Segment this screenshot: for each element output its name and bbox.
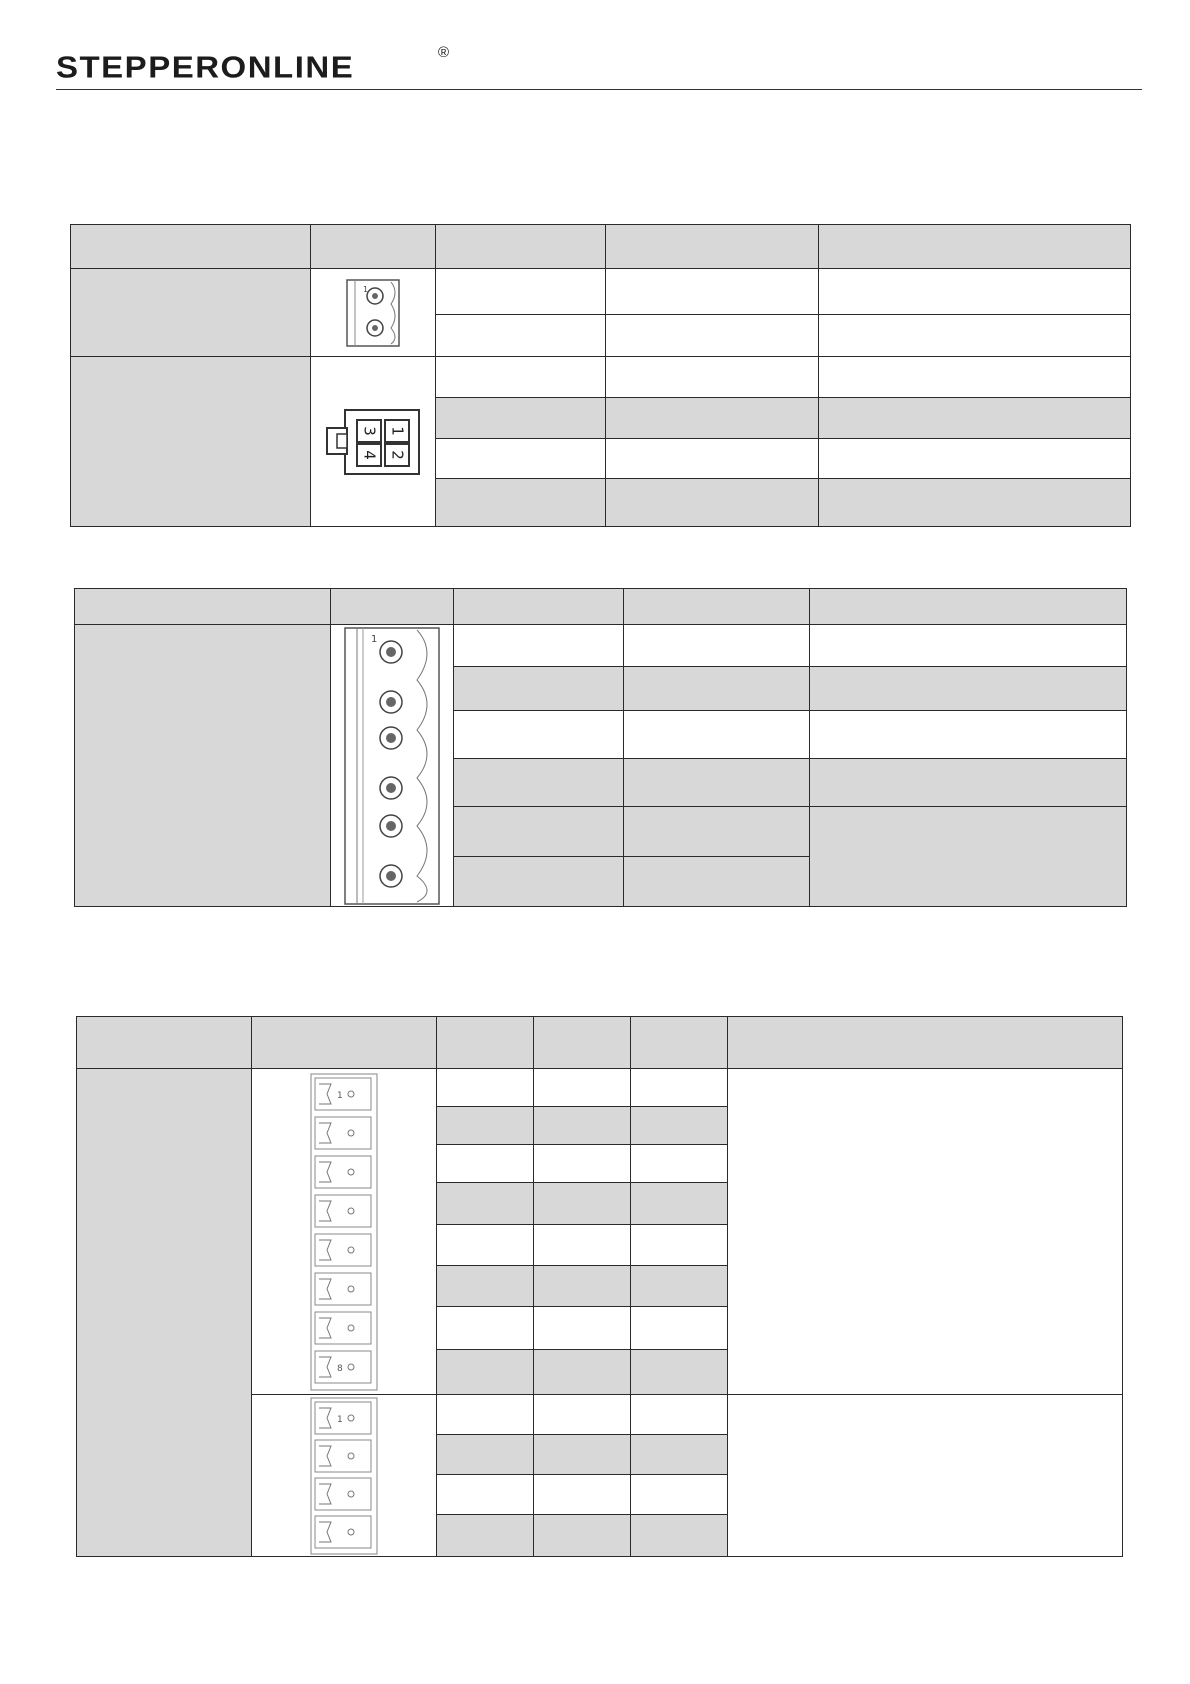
page-header [56,44,1142,92]
cell [534,1069,631,1107]
six-pin-connector-table [74,588,1127,907]
description-cell [728,1395,1123,1557]
cell [437,1475,534,1515]
cell [810,667,1127,711]
cell [631,1145,728,1183]
cell [624,759,810,807]
pin-2-label: 2 [388,449,407,460]
six-pin-connector-cell [331,625,454,907]
cell [534,1145,631,1183]
cell [534,1395,631,1435]
cell [631,1515,728,1557]
motor-connector-name-cell [71,357,311,527]
header-rule [56,89,1142,90]
cell [534,1515,631,1557]
cell [534,1350,631,1395]
cell [437,1307,534,1350]
cell [819,439,1131,479]
cell [437,1515,534,1557]
cell [819,269,1131,315]
cell [810,759,1127,807]
cell [624,807,810,857]
cell [436,439,606,479]
cell [624,625,810,667]
cell [534,1183,631,1225]
cell [437,1145,534,1183]
cell [819,398,1131,439]
cell [454,667,624,711]
cell [534,1475,631,1515]
cell [436,269,606,315]
cell [454,807,624,857]
cell [624,711,810,759]
pin-1-label: 1 [337,1414,343,1425]
header-cell [77,1017,252,1069]
pin-1-label: 1 [388,425,407,436]
pin-4-label: 4 [360,449,379,460]
header-cell [71,225,311,269]
cell [437,1266,534,1307]
cell [437,1435,534,1475]
cell [534,1225,631,1266]
cell [454,711,624,759]
cell [436,479,606,527]
power-motor-connector-table [70,224,1131,527]
pin-number-label: 1 [363,284,369,294]
cell [437,1183,534,1225]
header-cell [534,1017,631,1069]
header-cell [75,589,331,625]
cell [534,1435,631,1475]
power-connector-name-cell [71,269,311,357]
cell [819,357,1131,398]
four-pin-connector-cell [311,357,436,527]
brand-logo: STEPPERONLINE [56,50,355,85]
description-cell [728,1069,1123,1395]
header-cell [437,1017,534,1069]
cell [437,1069,534,1107]
cell [534,1307,631,1350]
cell [631,1069,728,1107]
header-cell [331,589,454,625]
two-pin-connector-cell [311,269,436,357]
cell [534,1266,631,1307]
pin-1-label: 1 [337,1090,343,1101]
cell [606,479,819,527]
pin-8-label: 8 [337,1363,343,1374]
cell [437,1350,534,1395]
cell [454,759,624,807]
signal-connector-name-cell [75,625,331,907]
cell [810,711,1127,759]
cell [436,357,606,398]
cell [631,1183,728,1225]
header-cell [436,225,606,269]
cell [436,398,606,439]
cell [631,1266,728,1307]
control-connector-name-cell [77,1069,252,1557]
header-cell [252,1017,437,1069]
header-cell [454,589,624,625]
eight-pin-connector-cell [252,1069,437,1395]
cell [624,667,810,711]
pin-3-label: 3 [360,425,379,436]
cell [631,1107,728,1145]
header-cell [810,589,1127,625]
six-pin-connector-icon [343,626,441,906]
header-cell [606,225,819,269]
four-pin-connector-icon [323,406,423,478]
cell [624,857,810,907]
cell [437,1395,534,1435]
cell [819,315,1131,357]
two-pin-connector-icon [345,278,401,348]
cell [810,807,1127,907]
four-slot-connector-icon [309,1396,379,1556]
cell [606,315,819,357]
eight-pin-connector-icon [309,1072,379,1392]
control-connector-table [76,1016,1123,1557]
header-cell [819,225,1131,269]
cell [534,1107,631,1145]
cell [606,269,819,315]
header-cell [631,1017,728,1069]
cell [454,857,624,907]
cell [631,1395,728,1435]
cell [437,1225,534,1266]
header-cell [728,1017,1123,1069]
cell [454,625,624,667]
cell [810,625,1127,667]
cell [437,1107,534,1145]
cell [631,1435,728,1475]
cell [631,1307,728,1350]
header-cell [624,589,810,625]
four-slot-connector-cell [252,1395,437,1557]
cell [631,1475,728,1515]
pin-number-label: 1 [371,633,378,645]
cell [606,357,819,398]
cell [606,439,819,479]
cell [631,1225,728,1266]
cell [436,315,606,357]
cell [606,398,819,439]
header-cell [311,225,436,269]
registered-mark: ® [438,44,450,61]
cell [819,479,1131,527]
cell [631,1350,728,1395]
